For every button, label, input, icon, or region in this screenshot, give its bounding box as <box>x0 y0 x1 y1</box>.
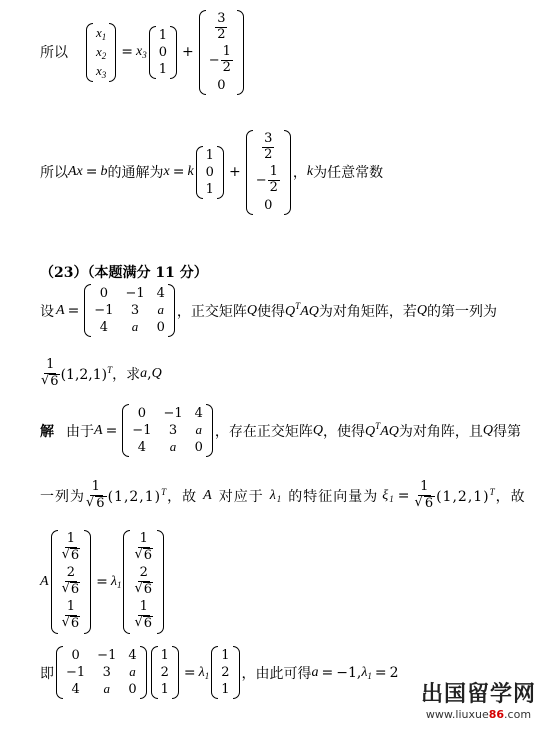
solution-label: 解 <box>40 423 54 440</box>
conclusion-line: 即 0 −1 4 −1 3 a 4 a 0 1 2 1 = $\lambda_1$ 1 2 1 ，由此可得 a = −1, $\lambda_1$ = 2 <box>40 648 399 697</box>
watermark-url: www.liuxue86.com <box>425 708 532 721</box>
watermark-title: 出国留学网 <box>420 682 536 707</box>
solution-line-1: 所以 $x_1$ $x_2$ $x_3$ = $x_3$ 1 0 1 + $\frac{3}{2}$ − $\frac{1}{2}$ 0 <box>40 10 246 95</box>
eigen-equation: A 1 √ 6 2 √ 6 1 √ 6 = $\lambda_1$ 1 √ 6 2 √ 6 1 √ 6 <box>40 530 166 634</box>
problem-statement: 设 A = 0 −1 4 −1 3 a 4 a 0 ，正交矩阵 Q 使得 $Q^TAQ$ 为对角矩阵，若 Q 的第一列为 <box>40 284 497 337</box>
solution-intro: 解 由于 A = 0 −1 4 −1 3 a 4 a 0 ，存在正交矩阵 Q ，使得 $Q^TAQ$ 为对角阵，且 Q 得第 <box>40 404 521 457</box>
matrix-A: 0 −1 4 −1 3 a 4 a 0 <box>84 284 175 337</box>
problem-statement-2: 1 √ 6 $(1,2,1)^T$ ，求 a , Q <box>41 357 162 389</box>
question-heading: （23）（本题满分 11 分） <box>40 265 208 281</box>
site-watermark <box>421 677 536 721</box>
vector-x: $x_1$ $x_2$ $x_3$ <box>86 23 116 82</box>
solution-line-eigen: 一列为 1 √ 6 $(1,2,1)^T$ ，故 A 对应于 $\lambda_1$ 的特征向量为 $\xi_1$ = 1 √ 6 $(1,2,1)^T$ ，故 <box>40 479 526 511</box>
text-suoyi: 所以 <box>40 45 68 62</box>
solution-line-2: 所以 Ax = b 的通解为 x = k 1 0 1 + $\frac{3}{2}$ − $\frac{1}{2}$ 0 ， k 为任意常数 <box>40 131 384 213</box>
